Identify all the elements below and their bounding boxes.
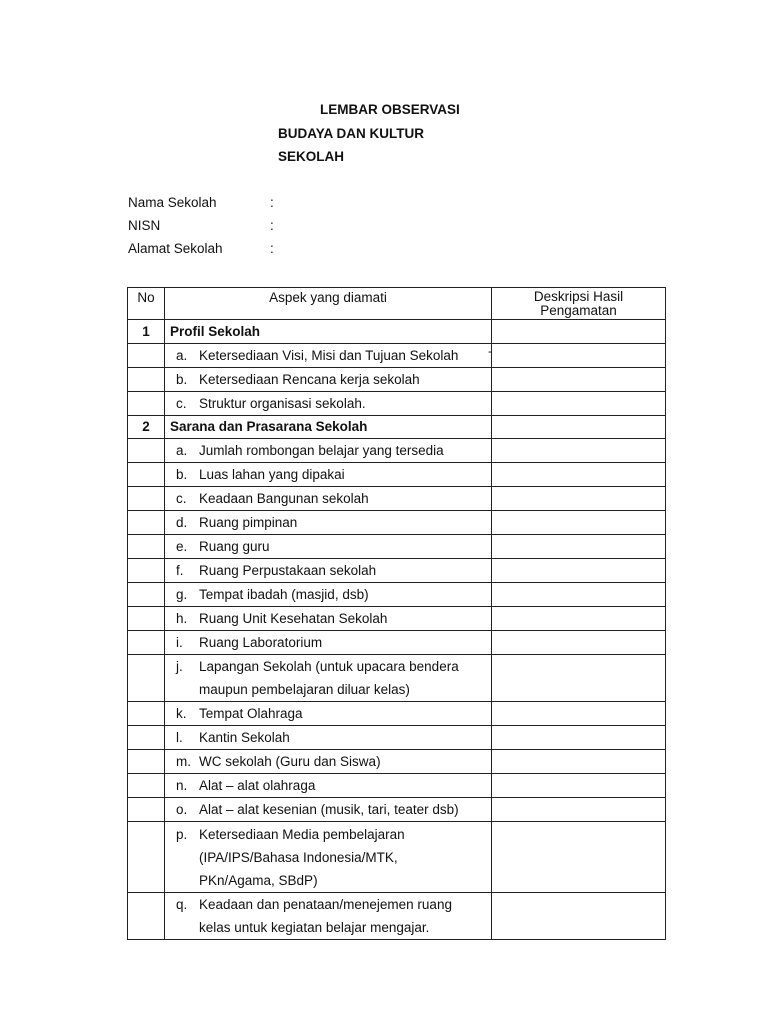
aspek-cell: [165, 583, 492, 607]
header-deskripsi-line: Deskripsi Hasil: [533, 289, 624, 304]
aspek-cell: [165, 655, 492, 702]
list-item: [165, 726, 491, 749]
deskripsi-cell[interactable]: [492, 487, 666, 511]
aspek-cell: [165, 607, 492, 631]
deskripsi-cell[interactable]: [492, 320, 666, 344]
item-text: [199, 631, 491, 654]
section-row: [128, 320, 666, 344]
section-number: 2: [128, 415, 165, 439]
aspek-cell: [165, 367, 492, 391]
deskripsi-cell[interactable]: [492, 750, 666, 774]
list-item: [165, 893, 491, 939]
aspek-cell: [165, 463, 492, 487]
deskripsi-cell[interactable]: [492, 702, 666, 726]
list-item: [165, 559, 491, 582]
item-text-line: Keadaan Bangunan sekolah: [199, 491, 369, 507]
page-title: LEMBAR OBSERVASI: [320, 102, 460, 117]
item-letter: q.: [176, 897, 188, 913]
no-cell: [128, 511, 165, 535]
table-row: [128, 750, 666, 774]
aspek-cell: [165, 822, 492, 893]
item-letter: b.: [176, 371, 188, 387]
item-text: [199, 750, 491, 773]
item-text-line: Kantin Sekolah: [199, 730, 290, 746]
deskripsi-cell[interactable]: [492, 559, 666, 583]
list-item: [165, 439, 491, 462]
field-colon: :: [270, 195, 274, 210]
item-text: [199, 368, 491, 391]
deskripsi-cell[interactable]: [492, 655, 666, 702]
item-letter: c.: [176, 395, 187, 411]
page-subtitle: BUDAYA DAN KULTUR: [278, 126, 425, 141]
no-cell: [128, 822, 165, 893]
list-item: [165, 344, 491, 367]
no-cell: [128, 631, 165, 655]
item-letter: a.: [176, 443, 188, 459]
item-letter: m.: [176, 754, 191, 770]
item-text: [199, 798, 491, 821]
item-text: [199, 702, 491, 725]
aspek-cell: [165, 726, 492, 750]
item-text-line: Ruang guru: [199, 539, 270, 555]
aspek-cell: [165, 702, 492, 726]
item-letter: h.: [176, 611, 188, 627]
item-letter: o.: [176, 802, 188, 818]
list-item: [165, 655, 491, 701]
aspek-cell: [165, 439, 492, 463]
item-letter: n.: [176, 778, 188, 794]
item-letter: e.: [176, 539, 188, 555]
deskripsi-cell[interactable]: [492, 822, 666, 893]
deskripsi-cell[interactable]: [492, 367, 666, 391]
table-row: [128, 343, 666, 367]
no-cell: [128, 535, 165, 559]
item-letter: p.: [176, 826, 188, 842]
item-letter: i.: [176, 635, 183, 651]
item-text: [199, 487, 491, 510]
header-aspek: Aspek yang diamati: [165, 288, 492, 320]
table-row: [128, 463, 666, 487]
aspek-cell: [165, 535, 492, 559]
item-text: [199, 823, 491, 892]
item-text-line: WC sekolah (Guru dan Siswa): [199, 754, 381, 770]
item-text-line: Tempat Olahraga: [199, 706, 303, 722]
no-cell: [128, 463, 165, 487]
deskripsi-cell[interactable]: [492, 391, 666, 415]
item-text-line: Jumlah rombongan belajar yang tersedia: [199, 443, 444, 459]
table-row: [128, 798, 666, 822]
deskripsi-cell[interactable]: [492, 343, 666, 367]
no-cell: [128, 559, 165, 583]
deskripsi-cell[interactable]: [492, 439, 666, 463]
item-letter: l.: [176, 730, 183, 746]
header-no: No: [128, 288, 165, 320]
list-item: [165, 535, 491, 558]
aspek-cell: [165, 487, 492, 511]
no-cell: [128, 655, 165, 702]
table-row: [128, 559, 666, 583]
table-row: [128, 367, 666, 391]
deskripsi-cell[interactable]: [492, 415, 666, 439]
item-text-line: Struktur organisasi sekolah.: [199, 395, 366, 411]
item-text: [199, 893, 491, 939]
no-cell: [128, 439, 165, 463]
item-text-line: Tempat ibadah (masjid, dsb): [199, 587, 369, 603]
item-text: [199, 463, 491, 486]
aspek-cell: [165, 631, 492, 655]
item-text-line: Ketersediaan Rencana kerja sekolah: [199, 371, 420, 387]
item-text: [199, 774, 491, 797]
no-cell: [128, 774, 165, 798]
list-item: [165, 487, 491, 510]
item-text: [199, 559, 491, 582]
aspek-cell: [165, 343, 492, 367]
section-title: Sarana dan Prasarana Sekolah: [165, 415, 492, 439]
no-cell: [128, 726, 165, 750]
item-text: [199, 439, 491, 462]
item-text: [199, 344, 491, 367]
aspek-cell: [165, 750, 492, 774]
list-item: [165, 607, 491, 630]
item-text-line: Ketersediaan Media pembelajaran: [199, 826, 405, 842]
observation-table: [127, 287, 666, 940]
item-text: [199, 535, 491, 558]
item-letter: d.: [176, 515, 188, 531]
no-cell: [128, 487, 165, 511]
table-row: [128, 655, 666, 702]
item-text-line: Alat – alat kesenian (musik, tari, teater dsb): [199, 802, 459, 818]
list-item: [165, 823, 491, 892]
list-item: [165, 392, 491, 415]
dash-mark: -: [488, 343, 492, 358]
item-text-line: kelas untuk kegiatan belajar mengajar.: [199, 920, 430, 936]
header-deskripsi: [492, 288, 666, 320]
item-letter: k.: [176, 706, 187, 722]
table-row: [128, 726, 666, 750]
list-item: [165, 702, 491, 725]
table-row: [128, 631, 666, 655]
list-item: [165, 631, 491, 654]
table-row: [128, 702, 666, 726]
aspek-cell: [165, 511, 492, 535]
item-text-line: Ruang pimpinan: [199, 515, 298, 531]
item-text: [199, 607, 491, 630]
deskripsi-cell[interactable]: [492, 583, 666, 607]
table-row: [128, 607, 666, 631]
deskripsi-cell[interactable]: [492, 511, 666, 535]
table-row: [128, 511, 666, 535]
aspek-cell: [165, 391, 492, 415]
section-row: [128, 415, 666, 439]
field-colon: :: [270, 218, 274, 233]
item-letter: b.: [176, 467, 188, 483]
no-cell: [128, 343, 165, 367]
item-text-line: Keadaan dan penataan/menejemen ruang: [199, 897, 452, 913]
section-number: 1: [128, 320, 165, 344]
item-text-line: Luas lahan yang dipakai: [199, 467, 345, 483]
list-item: [165, 798, 491, 821]
field-label-alamat-sekolah: Alamat Sekolah: [128, 241, 223, 256]
item-text: [199, 726, 491, 749]
item-text-line: PKn/Agama, SBdP): [199, 872, 318, 888]
item-letter: g.: [176, 587, 188, 603]
no-cell: [128, 583, 165, 607]
deskripsi-cell[interactable]: [492, 726, 666, 750]
item-letter: c.: [176, 491, 187, 507]
table-row: [128, 822, 666, 893]
page-subtitle: SEKOLAH: [278, 149, 345, 164]
list-item: [165, 368, 491, 391]
item-text: [199, 392, 491, 415]
item-text: [199, 511, 491, 534]
list-item: [165, 511, 491, 534]
no-cell: [128, 750, 165, 774]
aspek-cell: [165, 798, 492, 822]
no-cell: [128, 367, 165, 391]
item-text: [199, 655, 491, 701]
item-text: [199, 583, 491, 606]
no-cell: [128, 893, 165, 940]
list-item: [165, 463, 491, 486]
deskripsi-cell[interactable]: [492, 607, 666, 631]
deskripsi-cell[interactable]: [492, 463, 666, 487]
table-row: [128, 439, 666, 463]
item-text-line: (IPA/IPS/Bahasa Indonesia/MTK,: [199, 849, 398, 865]
item-letter: a.: [176, 347, 188, 363]
field-colon: :: [270, 241, 274, 256]
deskripsi-cell[interactable]: [492, 893, 666, 940]
table-row: [128, 535, 666, 559]
aspek-cell: [165, 774, 492, 798]
table-row: [128, 583, 666, 607]
field-label-nisn: NISN: [128, 218, 161, 233]
item-text-line: Ruang Laboratorium: [199, 635, 323, 651]
list-item: [165, 774, 491, 797]
table-row: [128, 893, 666, 940]
table-row: [128, 391, 666, 415]
header-deskripsi-line: Pengamatan: [540, 303, 617, 318]
field-label-nama-sekolah: Nama Sekolah: [128, 195, 217, 210]
list-item: [165, 583, 491, 606]
no-cell: [128, 391, 165, 415]
deskripsi-cell[interactable]: [492, 798, 666, 822]
no-cell: [128, 798, 165, 822]
no-cell: [128, 607, 165, 631]
item-letter: f.: [176, 563, 184, 579]
item-text-line: maupun pembelajaran diluar kelas): [199, 682, 410, 698]
item-text-line: Ruang Perpustakaan sekolah: [199, 563, 377, 579]
aspek-cell: [165, 559, 492, 583]
item-text-line: Ketersediaan Visi, Misi dan Tujuan Sekolah: [199, 347, 459, 363]
deskripsi-cell[interactable]: [492, 631, 666, 655]
section-title: Profil Sekolah: [165, 320, 492, 344]
table-row: [128, 774, 666, 798]
no-cell: [128, 702, 165, 726]
item-text-line: Ruang Unit Kesehatan Sekolah: [199, 611, 388, 627]
table-row: [128, 487, 666, 511]
table-header-row: [128, 288, 666, 320]
item-text-line: Alat – alat olahraga: [199, 778, 316, 794]
item-letter: j.: [176, 659, 183, 675]
deskripsi-cell[interactable]: [492, 535, 666, 559]
deskripsi-cell[interactable]: [492, 774, 666, 798]
item-text-line: Lapangan Sekolah (untuk upacara bendera: [199, 659, 459, 675]
aspek-cell: [165, 893, 492, 940]
list-item: [165, 750, 491, 773]
observation-table-body: [128, 288, 666, 940]
